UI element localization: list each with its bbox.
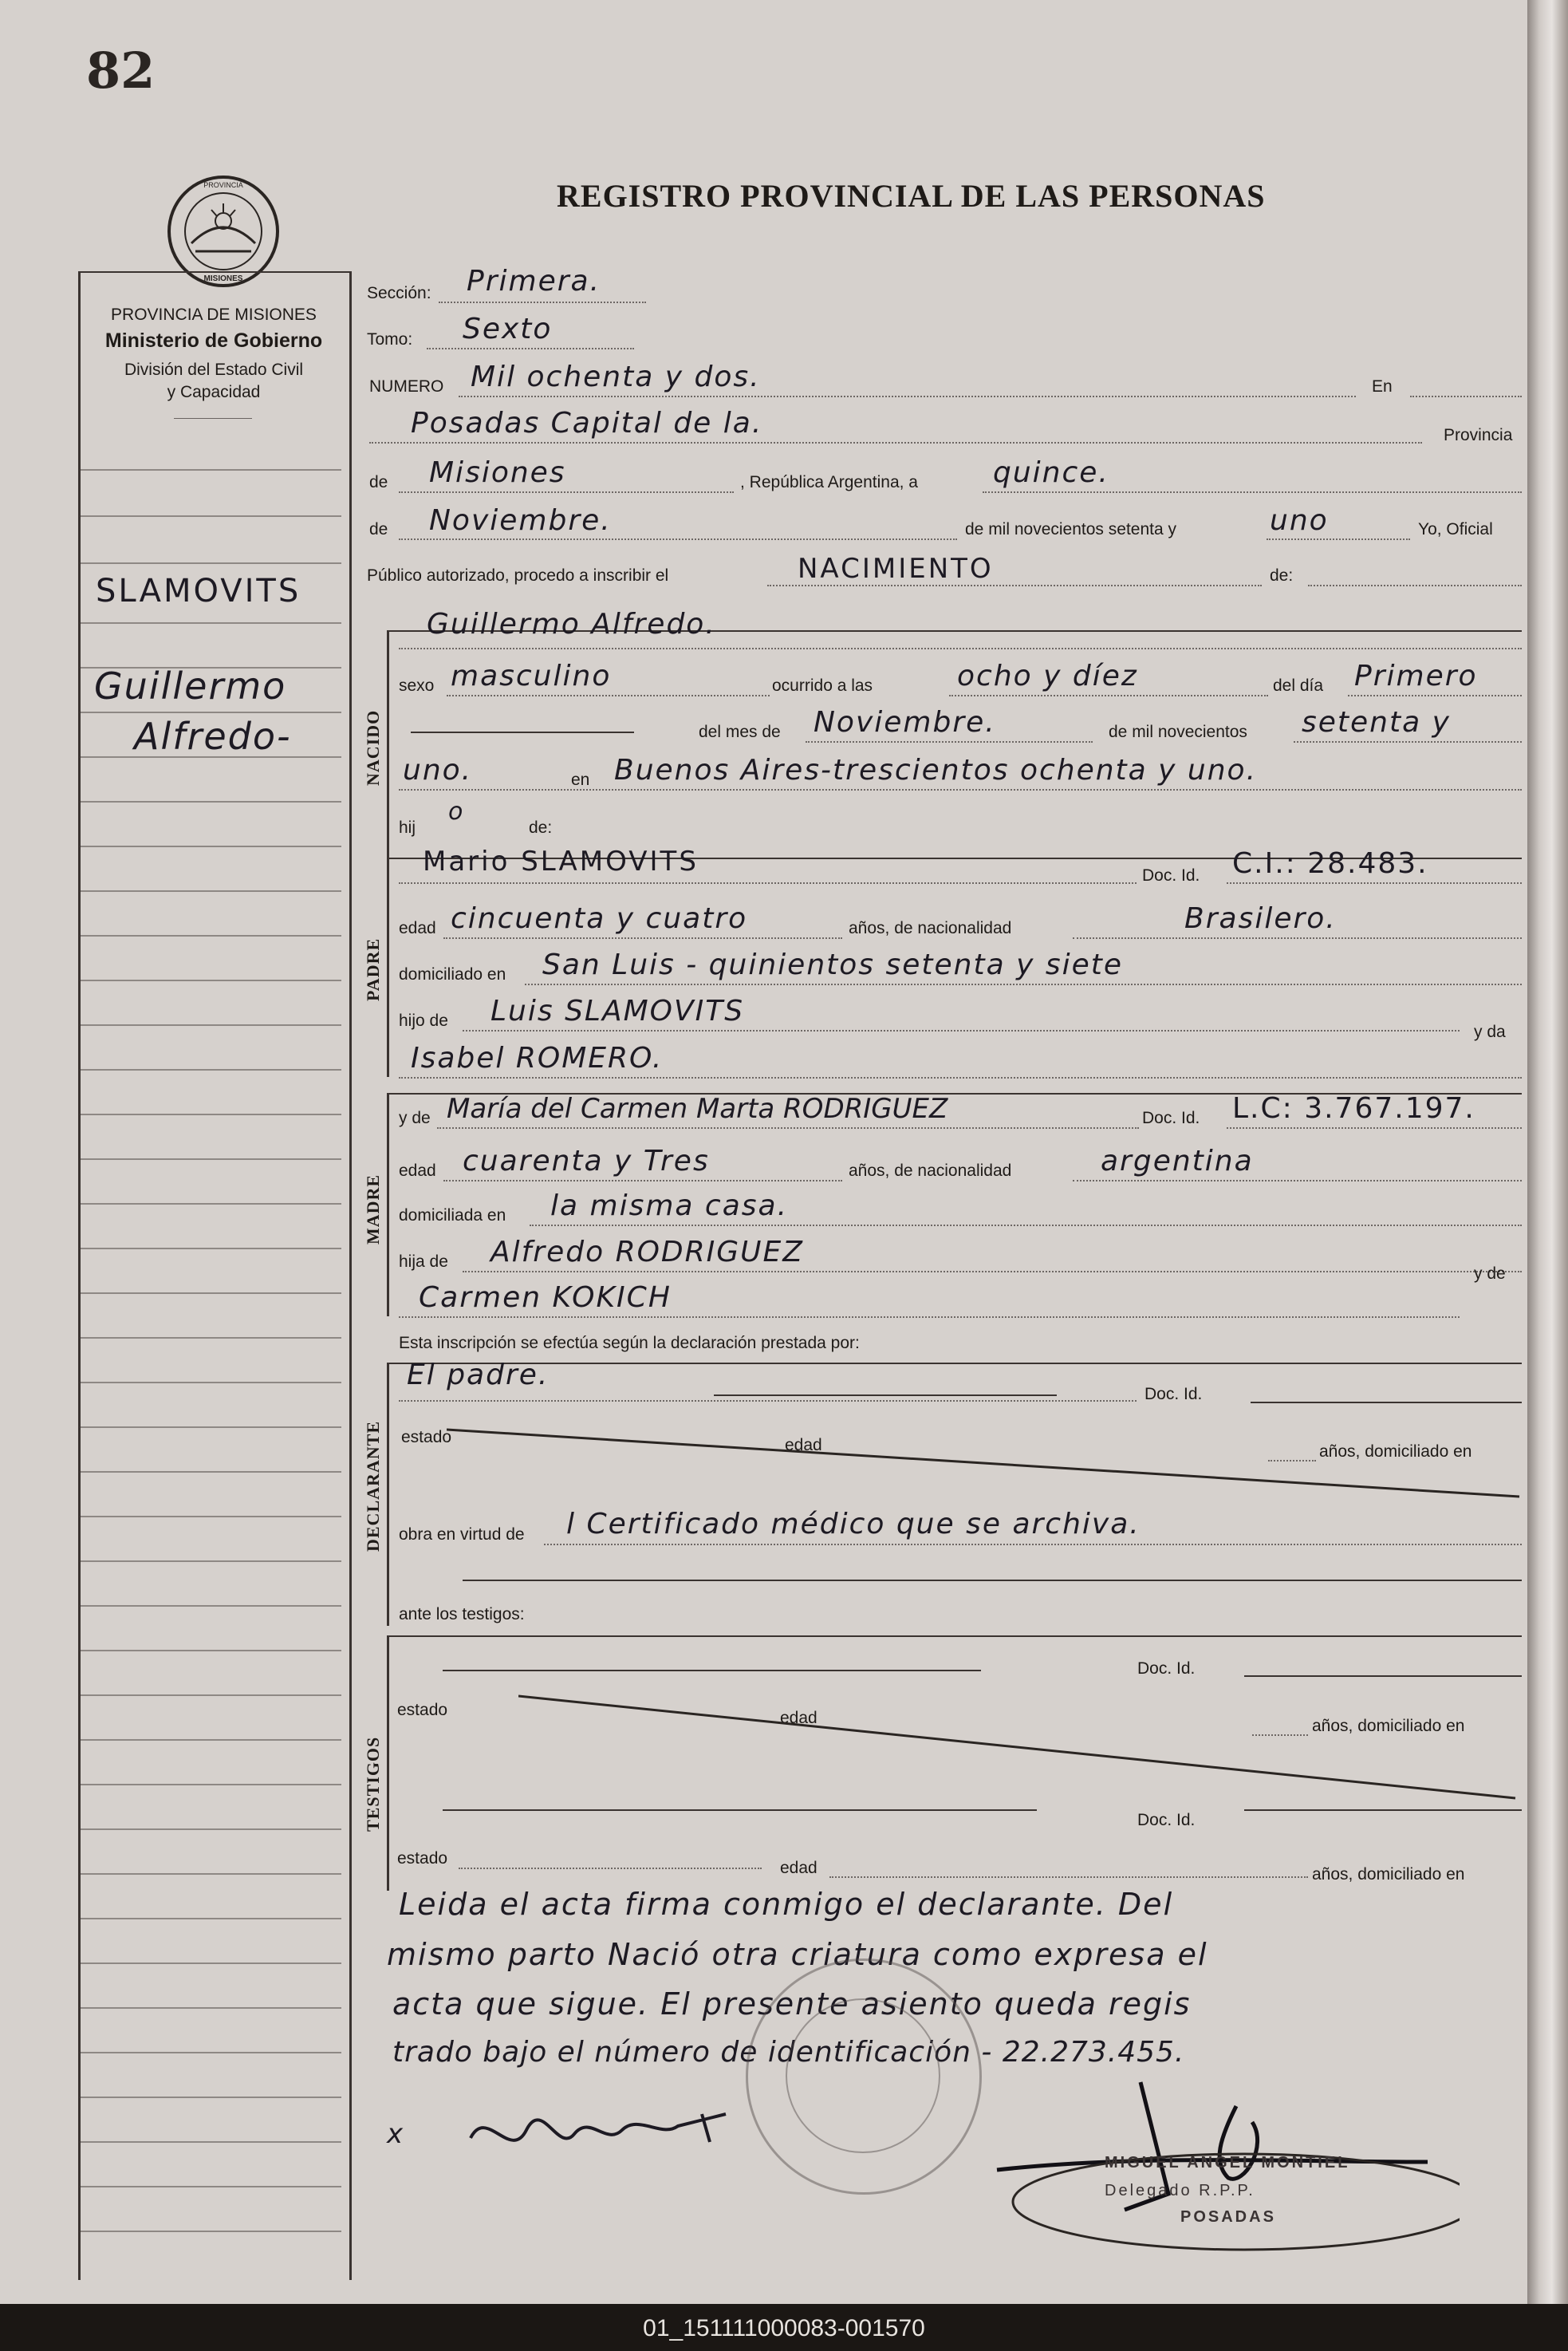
declarante-top-line <box>387 1363 1522 1364</box>
margin-given-name-1: Guillermo <box>94 665 287 708</box>
value-hora: ocho y díez <box>957 660 1138 692</box>
testigos-bracket <box>387 1635 389 1891</box>
dotted-line <box>399 491 734 493</box>
label-de-2: de <box>369 520 388 538</box>
label-domiciliada-m: domiciliada en <box>399 1206 506 1225</box>
value-dia: Primero <box>1354 660 1478 692</box>
label-doc-id-3: Doc. Id. <box>1144 1385 1203 1403</box>
division-name: División del Estado Civil <box>124 361 304 379</box>
dotted-line <box>443 1180 842 1181</box>
cancel-line <box>463 1580 1522 1581</box>
declarante-strike-through <box>447 1428 1527 1500</box>
label-del-mes: del mes de <box>699 723 781 741</box>
value-seccion: Primera. <box>467 265 601 298</box>
content-border-line <box>349 271 352 2280</box>
dotted-line <box>1410 396 1522 397</box>
x-mark: x <box>387 2118 405 2150</box>
seal-bottom-text: MISIONES <box>203 274 243 283</box>
value-obra: l Certificado médico que se archiva. <box>566 1508 1141 1540</box>
label-edad-p: edad <box>399 919 436 937</box>
dotted-line <box>399 1316 1460 1318</box>
value-nombre: Guillermo Alfredo. <box>427 608 716 641</box>
label-hijo-de: hijo de <box>399 1012 448 1030</box>
label-y-da: y da <box>1474 1023 1506 1041</box>
label-estado-t1: estado <box>397 1701 448 1719</box>
margin-given-name-2: Alfredo- <box>134 715 292 758</box>
label-obra: obra en virtud de <box>399 1525 525 1544</box>
dotted-line <box>1073 1180 1522 1181</box>
label-de-4: de: <box>529 819 553 837</box>
note-line-4: trado bajo el número de identificación - 22.273.455. <box>392 2036 1185 2069</box>
value-mes: Noviembre. <box>814 706 996 739</box>
padre-bracket <box>387 858 389 1077</box>
dotted-line <box>1308 585 1522 586</box>
label-hija-de: hija de <box>399 1252 448 1271</box>
declarante-bracket <box>387 1363 389 1626</box>
label-sexo: sexo <box>399 677 435 695</box>
dotted-line <box>437 1127 1139 1129</box>
cancel-line <box>1244 1675 1522 1677</box>
left-border-line <box>78 271 81 2280</box>
dotted-line <box>443 937 842 939</box>
value-ano-nac: setenta y <box>1302 706 1451 739</box>
label-de-mil-nov: de mil novecientos <box>1109 723 1247 741</box>
value-abuela-m: Carmen KOKICH <box>419 1281 672 1314</box>
label-anos-dom-t2: años, domiciliado en <box>1312 1865 1465 1884</box>
label-del-dia: del día <box>1273 677 1324 695</box>
note-line-1: Leida el acta firma conmigo el declarante. Del <box>399 1887 1174 1922</box>
label-de-mil: de mil novecientos setenta y <box>965 520 1176 538</box>
note-line-3: acta que sigue. El presente asiento queda regis <box>392 1986 1192 2022</box>
footer-bar <box>0 2304 1568 2351</box>
side-label-padre: PADRE <box>363 937 383 1001</box>
declarant-signature <box>463 2098 750 2170</box>
label-provincia: Provincia <box>1444 426 1513 444</box>
label-yo-oficial: Yo, Oficial <box>1418 520 1493 538</box>
dotted-line <box>1267 538 1410 540</box>
dotted-line <box>399 1077 1522 1079</box>
document-title: REGISTRO PROVINCIAL DE LAS PERSONAS <box>557 178 1266 214</box>
label-anos-nac-p: años, de nacionalidad <box>849 919 1012 937</box>
value-abuelo-m: Alfredo RODRIGUEZ <box>490 1236 804 1268</box>
label-tomo: Tomo: <box>367 330 413 349</box>
dotted-line <box>1073 937 1522 939</box>
dotted-line <box>399 789 1522 791</box>
value-dia-inscripcion: quince. <box>993 456 1109 489</box>
side-label-nacido: NACIDO <box>363 709 383 786</box>
page-number: 82 <box>86 41 156 100</box>
nacido-bracket <box>387 630 389 858</box>
dotted-line <box>439 302 646 303</box>
dotted-line <box>399 1400 1137 1402</box>
label-publico: Público autorizado, procedo a inscribir el <box>367 566 669 585</box>
provincial-seal-icon <box>163 172 283 291</box>
dotted-line <box>1227 1127 1522 1129</box>
value-padre-nac: Brasilero. <box>1184 902 1337 935</box>
cancel-line <box>1244 1809 1522 1811</box>
label-domiciliado-p: domiciliado en <box>399 965 506 984</box>
dotted-line <box>463 1030 1460 1032</box>
cancel-line <box>443 1809 1037 1811</box>
note-line-2: mismo parto Nació otra criatura como expresa el <box>387 1937 1208 1972</box>
value-hij: o <box>448 798 465 826</box>
dotted-line <box>544 1544 1522 1545</box>
value-madre-nac: argentina <box>1101 1145 1254 1177</box>
header-underline <box>174 418 252 419</box>
dotted-line <box>829 1876 1308 1878</box>
side-label-madre: MADRE <box>363 1174 383 1245</box>
dotted-line <box>949 695 1268 696</box>
value-padre-nombre: Mario SLAMOVITS <box>423 846 699 878</box>
dotted-line <box>1348 695 1522 696</box>
dotted-line <box>459 396 1356 397</box>
cancel-line <box>714 1394 1057 1396</box>
side-label-declarante: DECLARANTE <box>363 1420 383 1552</box>
margin-surname: SLAMOVITS <box>96 573 301 609</box>
value-madre-dom: la misma casa. <box>550 1189 789 1222</box>
label-doc-id-1: Doc. Id. <box>1142 866 1200 885</box>
label-anos-nac-m: años, de nacionalidad <box>849 1162 1012 1180</box>
value-declarante: El padre. <box>407 1359 550 1391</box>
division-subtitle: y Capacidad <box>167 383 261 401</box>
seal-top-text: PROVINCIA <box>203 181 243 189</box>
label-anos-dom-t1: años, domiciliado en <box>1312 1717 1465 1735</box>
value-lugar-nac: Buenos Aires-trescientos ochenta y uno. <box>614 754 1258 787</box>
province-name: PROVINCIA DE MISIONES <box>111 306 317 324</box>
label-en: En <box>1372 377 1393 396</box>
label-edad-t2: edad <box>780 1859 817 1877</box>
value-acto: NACIMIENTO <box>798 553 994 585</box>
ministry-name: Ministerio de Gobierno <box>104 329 323 352</box>
value-abuelo-p: Luis SLAMOVITS <box>490 995 745 1028</box>
value-tomo: Sexto <box>463 313 553 345</box>
label-doc-id-2: Doc. Id. <box>1142 1109 1200 1127</box>
value-ano-nac-2: uno. <box>403 754 473 787</box>
dotted-line <box>767 585 1262 586</box>
label-ocurrido: ocurrido a las <box>772 677 873 695</box>
label-edad-d: edad <box>785 1436 822 1454</box>
stamp-oval-line-1: MIGUEL ANGEL MONTIEL <box>1105 2154 1350 2172</box>
value-lugar: Posadas Capital de la. <box>411 407 763 440</box>
dotted-line <box>525 984 1522 985</box>
value-padre-edad: cincuenta y cuatro <box>451 902 748 935</box>
testigos-top-line <box>387 1635 1522 1637</box>
value-provincia: Misiones <box>429 456 566 489</box>
label-y-de-m: y de <box>1474 1264 1506 1283</box>
value-ano: uno <box>1270 504 1329 537</box>
label-numero: NUMERO <box>369 377 444 396</box>
dotted-line <box>806 741 1093 743</box>
value-madre-edad: cuarenta y Tres <box>463 1145 710 1177</box>
dotted-line <box>1227 882 1522 884</box>
value-padre-dom: San Luis - quinientos setenta y siete <box>542 949 1123 981</box>
dotted-line <box>459 1868 762 1869</box>
madre-bracket <box>387 1093 389 1316</box>
label-republica: , República Argentina, a <box>740 473 918 491</box>
stamp-oval-line-2: Delegado R.P.P. <box>1105 2182 1255 2199</box>
label-ante: ante los testigos: <box>399 1605 525 1623</box>
dotted-line <box>399 538 957 540</box>
dotted-line <box>399 882 1137 884</box>
label-edad-t1: edad <box>780 1709 817 1727</box>
label-estado-d: estado <box>401 1428 452 1446</box>
label-seccion: Sección: <box>367 284 431 302</box>
label-esta-inscripcion: Esta inscripción se efectúa según la declaración prestada por: <box>399 1334 860 1352</box>
label-de-3: de: <box>1270 566 1294 585</box>
value-sexo: masculino <box>451 660 612 692</box>
label-de-1: de <box>369 473 388 491</box>
value-madre-doc: L.C: 3.767.197. <box>1232 1092 1475 1125</box>
label-estado-t2: estado <box>397 1849 448 1868</box>
dotted-line <box>530 1225 1522 1226</box>
label-doc-id-5: Doc. Id. <box>1137 1811 1196 1829</box>
dotted-line <box>463 1271 1522 1272</box>
dotted-line <box>369 442 1422 444</box>
label-doc-id-4: Doc. Id. <box>1137 1659 1196 1678</box>
dotted-line <box>1294 741 1522 743</box>
dotted-line <box>427 348 634 349</box>
image-id-label: 01_151111000083-001570 <box>643 2315 925 2341</box>
cancel-line <box>443 1670 981 1671</box>
dotted-line <box>983 491 1522 493</box>
testigos-strike-through <box>518 1691 1523 1803</box>
dotted-line <box>447 695 770 696</box>
label-en-2: en <box>571 771 590 789</box>
blank-line <box>411 732 634 733</box>
label-anos-dom-d: años, domiciliado en <box>1319 1442 1472 1461</box>
top-border-line <box>78 271 352 273</box>
value-mes-inscripcion: Noviembre. <box>429 504 612 537</box>
value-numero: Mil ochenta y dos. <box>471 361 761 393</box>
value-padre-doc: C.I.: 28.483. <box>1232 847 1428 880</box>
dotted-line <box>399 648 1522 649</box>
round-stamp-inner <box>786 1998 940 2153</box>
stamp-oval-line-3: POSADAS <box>1180 2208 1276 2226</box>
value-madre-nombre: María del Carmen Marta RODRIGUEZ <box>447 1093 948 1125</box>
side-label-testigos: TESTIGOS <box>363 1736 383 1832</box>
label-y-de-madre: y de <box>399 1109 431 1127</box>
label-edad-m: edad <box>399 1162 436 1180</box>
binding-edge <box>1527 0 1568 2304</box>
cancel-line <box>1251 1402 1522 1403</box>
label-hij: hij <box>399 819 416 837</box>
value-abuela-p: Isabel ROMERO. <box>411 1042 664 1075</box>
